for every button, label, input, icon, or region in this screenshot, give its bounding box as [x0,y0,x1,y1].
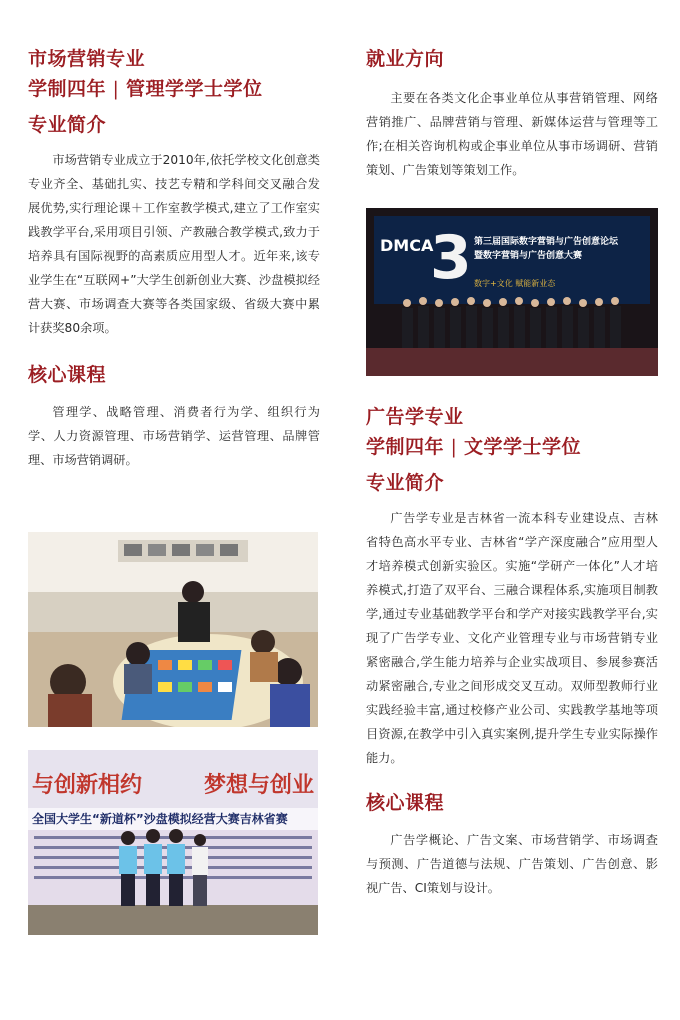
forum-title-line1: 第三届国际数字营销与广告创意论坛 [474,237,619,247]
advertising-degree-type: 文学学士学位 [464,436,582,458]
forum-stage-photo [366,208,658,376]
forum-logo: DMCA [380,236,434,255]
advertising-intro-heading: 专业简介 [366,472,445,494]
marketing-intro-text: 市场营销专业成立于2010年,依托学校文化创意类专业齐全、基础扎实、技艺专精和学科间交叉融合发展优势,实行理论课＋工作室教学模式,建立了工作室实践教学平台,采用项目引领、产教融合教学模式,致力于培养具有国际视野的高素质应用型人才。近年来,该专业学生在“互联网+”大学生创新创业大赛、沙盘模拟经营大赛、市场调查大赛等各类国家级、省级大赛中累计获奖80余项。 [28,153,320,335]
degree-separator: | [106,78,126,100]
classroom-sandbox-photo [28,532,318,727]
advertising-section [366,402,658,900]
career-text: 主要在各类文化企事业单位从事营销管理、网络营销推广、品牌营销与管理、新媒体运营与管理等工作;在相关咨询机构或企事业单位从事市场调研、营销策划、广告策划等策划工作。 [366,91,658,177]
banner-slogan-left: 与创新相约 [32,772,143,798]
advertising-degree [366,432,658,462]
career-section [366,44,658,182]
forum-big-number: 3 [430,223,472,293]
forum-subtitle: 数字+文化 赋能新业态 [474,279,556,288]
career-heading: 就业方向 [366,48,445,70]
banner-title: 全国大学生“新道杯”沙盘模拟经营大赛吉林省赛 [32,812,288,826]
competition-group-photo [28,750,318,935]
marketing-core-text: 管理学、战略管理、消费者行为学、组织行为学、人力资源管理、市场营销学、运营管理、品牌管理、市场营销调研。 [28,405,320,467]
marketing-degree-years: 学制四年 [28,78,107,100]
marketing-degree-type: 管理学学士学位 [126,78,263,100]
group-people-illustration [28,750,318,935]
advertising-core-text: 广告学概论、广告文案、市场营销学、市场调查与预测、广告道德与法规、广告策划、广告创意、影视广告、CI策划与设计。 [366,833,658,895]
forum-people-illustration [366,208,658,376]
degree-separator: | [444,436,464,458]
advertising-degree-years: 学制四年 [366,436,445,458]
marketing-intro-heading: 专业简介 [28,114,107,136]
marketing-degree [28,74,320,104]
marketing-core-heading: 核心课程 [28,364,107,386]
advertising-core-heading: 核心课程 [366,792,445,814]
marketing-section [28,44,320,472]
forum-title-line2: 暨数字营销与广告创意大赛 [474,251,583,261]
banner-slogan-right: 梦想与创业 [204,772,315,798]
advertising-intro-text: 广告学专业是吉林省一流本科专业建设点、吉林省特色高水平专业、吉林省“学产深度融合”应用型人才培养模式创新实验区。实施“学研产一体化”人才培养模式,打造了双平台、三融合课程体系,实施项目制教学,通过专业基础教学平台和学产对接实践教学平台,实现了广告学专业、文化产业管理专业与市场营销专业紧密融合,学生能力培养与企业实战项目、参展参赛活动紧密融合,专业之间形成交叉互动。双师型教师行业实践经验丰富,通过校修产业公司、实践教学基地等项目资源,在教学中引入真实案例,提升学生专业实际操作能力。 [366,511,658,765]
advertising-title: 广告学专业 [366,406,464,428]
marketing-title: 市场营销专业 [28,48,146,70]
classroom-photo-illustration [28,532,318,727]
